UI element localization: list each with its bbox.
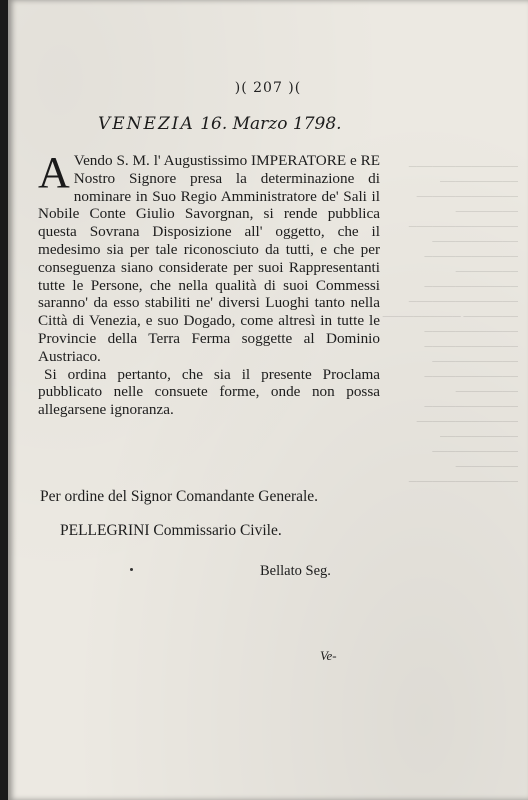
- document-page: [8, 0, 528, 800]
- catchword: Ve-: [320, 648, 337, 663]
- proclamation-body: [38, 148, 380, 419]
- dateline-date: 16. Marzo 1798.: [200, 114, 342, 134]
- dateline-city: VENEZIA: [98, 114, 195, 134]
- drop-cap: A: [38, 148, 70, 197]
- dateline: [98, 114, 342, 134]
- secretary-signature: Bellato Seg.: [260, 563, 331, 579]
- paragraph-1: [38, 148, 380, 366]
- paragraph-1-text: Vendo S. M. l' Augustissimo IMPERATORE e RE Nostro Signore presa la determinazione di nominare in Suo Regio Amministratore de' Sali il Nobile Conte Giulio Savorgnan, si rende pubblica questa Sovrana Disposizione all' oggetto, che il medesimo sia per tale riconosciuto da tutti, e che per conseguenza siano considerate per suoi Rappresentanti tutte le Persone, che nella qualità di suoi Commessi saranno' da esso stabiliti ne' diversi Luoghi tanto nella Città di Venezia, e suo Dogado, come altresì in tutte le Provincie della Terra Ferma soggette al Dominio Austriaco.: [38, 152, 380, 365]
- commissioner-signature: PELLEGRINI Commissario Civile.: [60, 522, 282, 539]
- show-through-text: ────────────── ────────── ───────────── ──────── ────────────── ─────────── ──────────── ──────── ──────────── ────────────── ─────── ────────── ──────────── ──────────── ─────────── ──────────── ──────── ──────────── ───────────── ────────── ─────────── ──────── ──────────────: [382, 161, 518, 488]
- signoff-line: Per ordine del Signor Comandante Generale.: [40, 488, 319, 505]
- page-number: )( 207 )(: [234, 80, 302, 96]
- ink-dot: [130, 568, 133, 571]
- paragraph-2: Si ordina pertanto, che sia il presente Proclama pubblicato nelle consuete forme, onde non possa allegarsene ignoranza.: [38, 365, 380, 419]
